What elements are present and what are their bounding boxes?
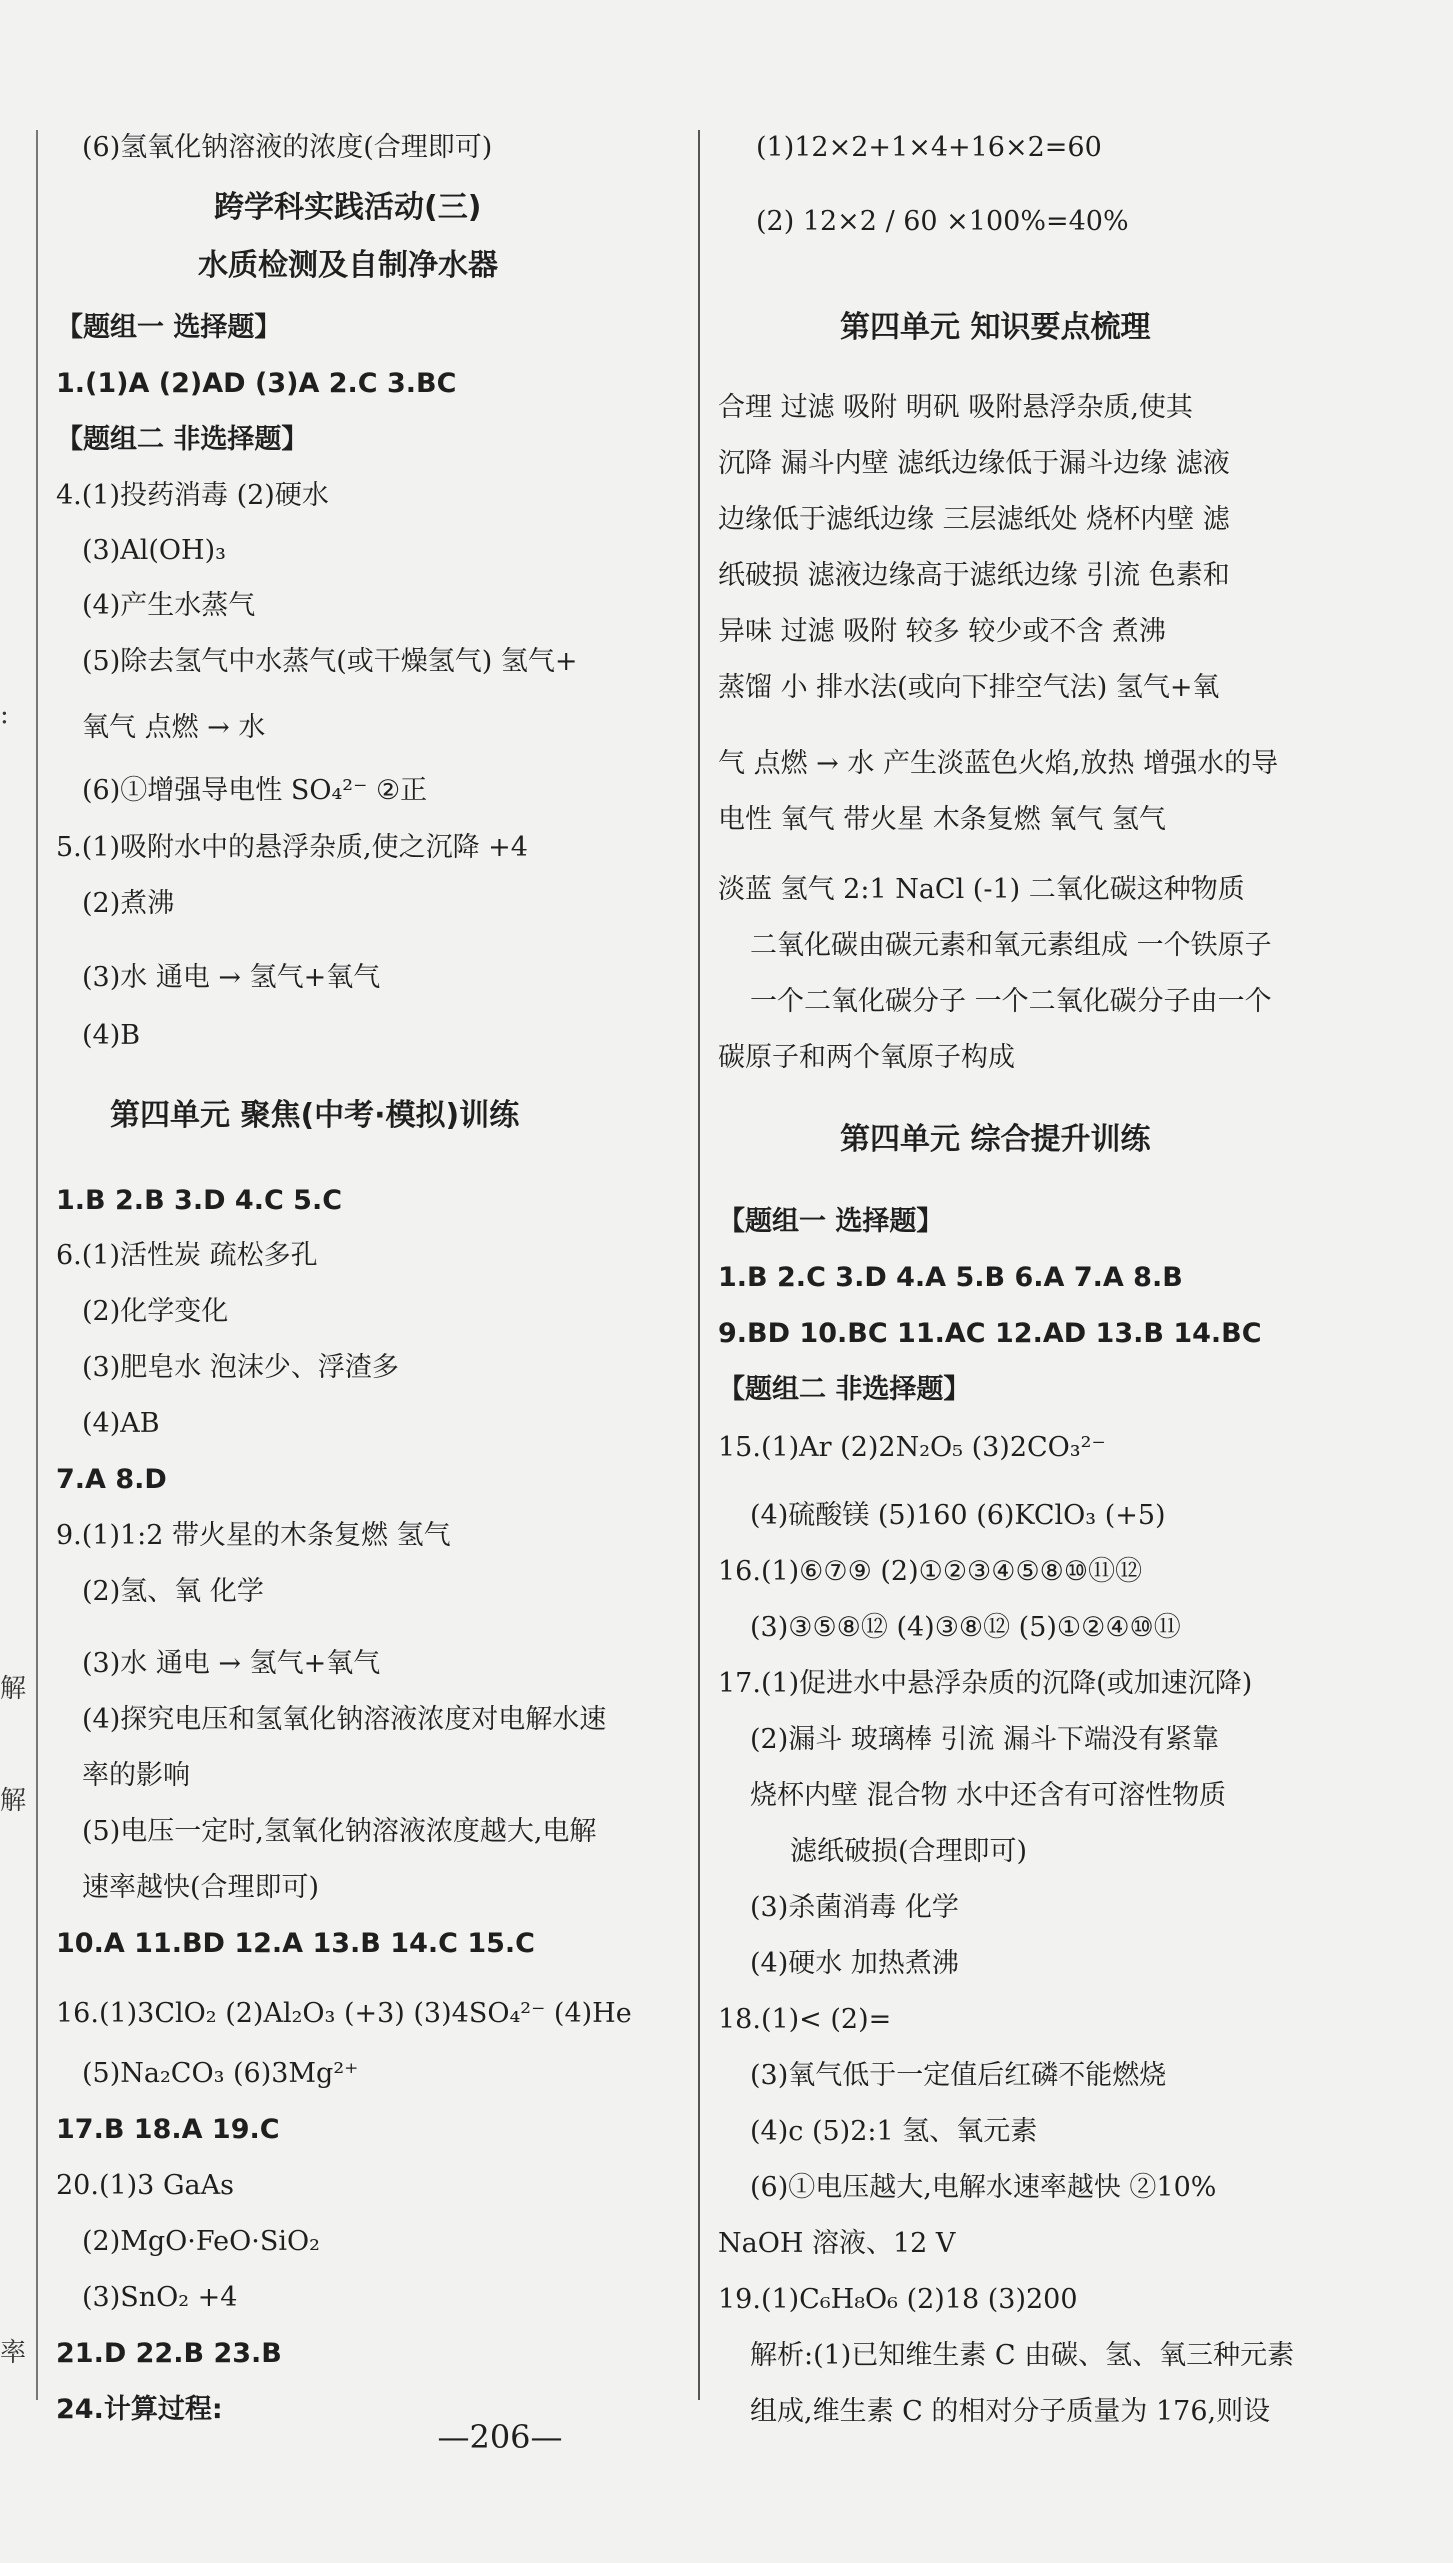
answer-line: 24.计算过程: <box>56 2394 223 2425</box>
answer-line: (2)煮沸 <box>82 888 175 919</box>
answer-line: 17.(1)促进水中悬浮杂质的沉降(或加速沉降) <box>718 1668 1253 1699</box>
group-heading: 【题组二 非选择题】 <box>718 1374 971 1405</box>
answer-line: 5.(1)吸附水中的悬浮杂质,使之沉降 +4 <box>56 832 528 863</box>
margin-fragment: 率 <box>0 2338 27 2368</box>
summary-line: 纸破损 滤液边缘高于滤纸边缘 引流 色素和 <box>718 560 1230 591</box>
answer-line: 10.A 11.BD 12.A 13.B 14.C 15.C <box>56 1928 535 1959</box>
equation-line: (3)水 通电 → 氢气+氧气 <box>82 962 381 993</box>
answer-line: (4)产生水蒸气 <box>82 590 256 621</box>
group-heading: 【题组一 选择题】 <box>718 1206 944 1237</box>
answer-line: (2)MgO·FeO·SiO₂ <box>82 2226 320 2257</box>
answer-line: 15.(1)Ar (2)2N₂O₅ (3)2CO₃²⁻ <box>718 1432 1106 1463</box>
answer-line: 1.B 2.C 3.D 4.A 5.B 6.A 7.A 8.B <box>718 1262 1183 1293</box>
column-divider <box>698 130 700 2400</box>
section-subtitle: 水质检测及自制净水器 <box>198 248 498 283</box>
answer-line: (5)除去氢气中水蒸气(或干燥氢气) 氢气+ <box>82 646 578 677</box>
answer-line: 21.D 22.B 23.B <box>56 2338 282 2369</box>
binding-line <box>36 130 38 2400</box>
answer-line: (4)硫酸镁 (5)160 (6)KClO₃ (+5) <box>750 1500 1166 1531</box>
answer-line: (4)AB <box>82 1408 160 1439</box>
answer-line: 1.B 2.B 3.D 4.C 5.C <box>56 1185 343 1216</box>
answer-line: (3)氧气低于一定值后红磷不能燃烧 <box>750 2060 1167 2091</box>
answer-line: (4)c (5)2:1 氢、氧元素 <box>750 2116 1038 2147</box>
answer-line: 烧杯内壁 混合物 水中还含有可溶性物质 <box>750 1780 1227 1811</box>
summary-line: 边缘低于滤纸边缘 三层滤纸处 烧杯内壁 滤 <box>718 504 1230 535</box>
answer-line: 滤纸破损(合理即可) <box>790 1836 1028 1867</box>
answer-line: (3)SnO₂ +4 <box>82 2282 238 2313</box>
answer-line: 1.(1)A (2)AD (3)A 2.C 3.BC <box>56 368 457 399</box>
page-number: —206— <box>437 2418 563 2456</box>
margin-fragment: 解 <box>0 1786 27 1816</box>
answer-line: (5)电压一定时,氢氧化钠溶液浓度越大,电解 <box>82 1816 597 1847</box>
answer-line: (5)Na₂CO₃ (6)3Mg²⁺ <box>82 2058 359 2089</box>
margin-fragment: 解 <box>0 1674 27 1704</box>
answer-line: 16.(1)3ClO₂ (2)Al₂O₃ (+3) (3)4SO₄²⁻ (4)He <box>56 1998 632 2029</box>
answer-line: (3)肥皂水 泡沫少、浮渣多 <box>82 1352 399 1383</box>
answer-line: 19.(1)C₆H₈O₆ (2)18 (3)200 <box>718 2284 1078 2315</box>
answer-line: 20.(1)3 GaAs <box>56 2170 234 2201</box>
answer-line: (3)③⑤⑧⑫ (4)③⑧⑫ (5)①②④⑩⑪ <box>750 1612 1181 1643</box>
summary-line: 一个二氧化碳分子 一个二氧化碳分子由一个 <box>750 986 1272 1017</box>
answer-line: 16.(1)⑥⑦⑨ (2)①②③④⑤⑧⑩⑪⑫ <box>718 1556 1143 1587</box>
summary-line: 气 点燃 → 水 产生淡蓝色火焰,放热 增强水的导 <box>718 748 1279 779</box>
summary-line: 蒸馏 小 排水法(或向下排空气法) 氢气+氧 <box>718 672 1220 703</box>
group-heading: 【题组一 选择题】 <box>56 312 282 343</box>
explanation-line: 组成,维生素 C 的相对分子质量为 176,则设 <box>750 2396 1271 2427</box>
answer-line: 率的影响 <box>82 1760 190 1791</box>
answer-line: (3)杀菌消毒 化学 <box>750 1892 959 1923</box>
summary-line: 沉降 漏斗内壁 滤纸边缘低于漏斗边缘 滤液 <box>718 448 1230 479</box>
answer-line: (3)Al(OH)₃ <box>82 535 226 566</box>
summary-line: 合理 过滤 吸附 明矾 吸附悬浮杂质,使其 <box>718 392 1193 423</box>
answer-line: 速率越快(合理即可) <box>82 1872 320 1903</box>
answer-line: (2)漏斗 玻璃棒 引流 漏斗下端没有紧靠 <box>750 1724 1219 1755</box>
answer-line: 6.(1)活性炭 疏松多孔 <box>56 1240 318 1271</box>
summary-line: 异味 过滤 吸附 较多 较少或不含 煮沸 <box>718 616 1166 647</box>
answer-line: 9.(1)1:2 带火星的木条复燃 氢气 <box>56 1520 451 1551</box>
answer-line: NaOH 溶液、12 V <box>718 2228 956 2259</box>
section-title: 跨学科实践活动(三) <box>214 190 482 225</box>
explanation-line: 解析:(1)已知维生素 C 由碳、氢、氧三种元素 <box>750 2340 1295 2371</box>
answer-line: 17.B 18.A 19.C <box>56 2114 280 2145</box>
answer-line: 9.BD 10.BC 11.AC 12.AD 13.B 14.BC <box>718 1318 1262 1349</box>
equation-line: 氧气 点燃 → 水 <box>82 712 266 743</box>
answer-line: (6)①电压越大,电解水速率越快 ②10% <box>750 2172 1217 2203</box>
summary-line: 淡蓝 氢气 2:1 NaCl (-1) 二氧化碳这种物质 <box>718 874 1245 905</box>
answer-line: 4.(1)投药消毒 (2)硬水 <box>56 480 329 511</box>
answer-line: (1)12×2+1×4+16×2=60 <box>756 132 1102 163</box>
fraction-line: (2) 12×2 / 60 ×100%=40% <box>756 206 1129 237</box>
answer-line: (2)化学变化 <box>82 1296 229 1327</box>
margin-fragment: : <box>0 700 9 730</box>
answer-line: (6)①增强导电性 SO₄²⁻ ②正 <box>82 775 428 806</box>
answer-line: (4)B <box>82 1020 141 1051</box>
group-heading: 【题组二 非选择题】 <box>56 424 309 455</box>
answer-line: (6)氢氧化钠溶液的浓度(合理即可) <box>82 132 493 163</box>
answer-line: 7.A 8.D <box>56 1464 167 1495</box>
section-title: 第四单元 知识要点梳理 <box>840 310 1151 345</box>
summary-line: 碳原子和两个氧原子构成 <box>718 1042 1015 1073</box>
summary-line: 电性 氧气 带火星 木条复燃 氧气 氢气 <box>718 804 1166 835</box>
section-title: 第四单元 聚焦(中考·模拟)训练 <box>110 1098 520 1133</box>
answer-line: (2)氢、氧 化学 <box>82 1576 264 1607</box>
section-title: 第四单元 综合提升训练 <box>840 1122 1151 1157</box>
summary-line: 二氧化碳由碳元素和氧元素组成 一个铁原子 <box>750 930 1272 961</box>
equation-line: (3)水 通电 → 氢气+氧气 <box>82 1648 381 1679</box>
answer-line: (4)探究电压和氢氧化钠溶液浓度对电解水速 <box>82 1704 607 1735</box>
answer-line: (4)硬水 加热煮沸 <box>750 1948 959 1979</box>
answer-line: 18.(1)< (2)= <box>718 2004 892 2035</box>
